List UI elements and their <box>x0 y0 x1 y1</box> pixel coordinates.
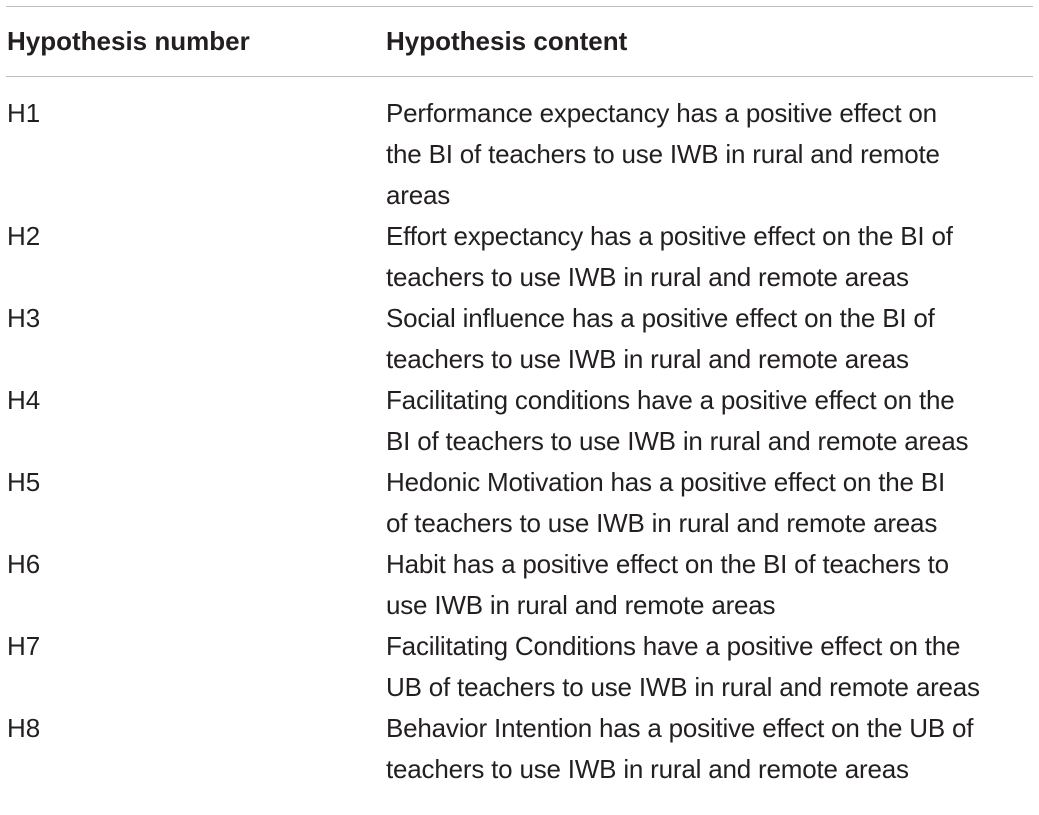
hypothesis-content-line: teachers to use IWB in rural and remote areas <box>386 262 909 292</box>
table-row <box>0 708 1039 790</box>
hypothesis-content-line: use IWB in rural and remote areas <box>386 590 776 620</box>
hypothesis-content-cell <box>386 93 1038 216</box>
hypothesis-content-line: the BI of teachers to use IWB in rural and remote <box>386 139 940 169</box>
hypothesis-number-cell: H8 <box>7 713 41 743</box>
table-row <box>0 298 1039 380</box>
hypothesis-content-line: Behavior Intention has a positive effect on the UB of <box>386 713 974 743</box>
hypothesis-content-line: Social influence has a positive effect on the BI of <box>386 303 935 333</box>
table-header-rule <box>6 76 1033 77</box>
table-row <box>0 544 1039 626</box>
table-header-row <box>0 21 1039 61</box>
header-hypothesis-number: Hypothesis number <box>7 26 250 56</box>
hypothesis-content-cell <box>386 544 1038 626</box>
hypothesis-content-line: teachers to use IWB in rural and remote areas <box>386 754 909 784</box>
hypothesis-number-cell: H2 <box>7 221 41 251</box>
hypothesis-number-cell: H6 <box>7 549 41 579</box>
hypothesis-content-cell <box>386 626 1038 708</box>
hypothesis-number-cell: H1 <box>7 98 41 128</box>
hypothesis-content-line: Habit has a positive effect on the BI of teachers to <box>386 549 949 579</box>
hypothesis-content-cell <box>386 298 1038 380</box>
hypothesis-number-cell: H3 <box>7 303 41 333</box>
table-row <box>0 626 1039 708</box>
hypothesis-content-line: of teachers to use IWB in rural and remote areas <box>386 508 938 538</box>
hypothesis-content-cell <box>386 708 1038 790</box>
hypothesis-content-line: teachers to use IWB in rural and remote areas <box>386 344 909 374</box>
header-hypothesis-content: Hypothesis content <box>386 26 628 56</box>
hypothesis-content-line: areas <box>386 180 451 210</box>
hypothesis-content-line: UB of teachers to use IWB in rural and remote areas <box>386 672 980 702</box>
hypothesis-number-cell: H5 <box>7 467 41 497</box>
hypothesis-content-line: Facilitating conditions have a positive effect on the <box>386 385 955 415</box>
hypothesis-content-line: Effort expectancy has a positive effect on the BI of <box>386 221 953 251</box>
table-row <box>0 216 1039 298</box>
table-top-rule <box>6 6 1033 7</box>
hypothesis-content-line: Performance expectancy has a positive effect on <box>386 98 937 128</box>
hypothesis-number-cell: H4 <box>7 385 41 415</box>
hypothesis-content-cell <box>386 216 1038 298</box>
hypothesis-number-cell: H7 <box>7 631 41 661</box>
table-row <box>0 380 1039 462</box>
table-row <box>0 462 1039 544</box>
table-body <box>0 93 1039 790</box>
hypothesis-content-cell <box>386 462 1038 544</box>
hypothesis-content-line: Hedonic Motivation has a positive effect on the BI <box>386 467 945 497</box>
table-row <box>0 93 1039 216</box>
hypothesis-content-line: BI of teachers to use IWB in rural and remote areas <box>386 426 969 456</box>
hypothesis-content-cell <box>386 380 1038 462</box>
hypothesis-content-line: Facilitating Conditions have a positive effect on the <box>386 631 961 661</box>
